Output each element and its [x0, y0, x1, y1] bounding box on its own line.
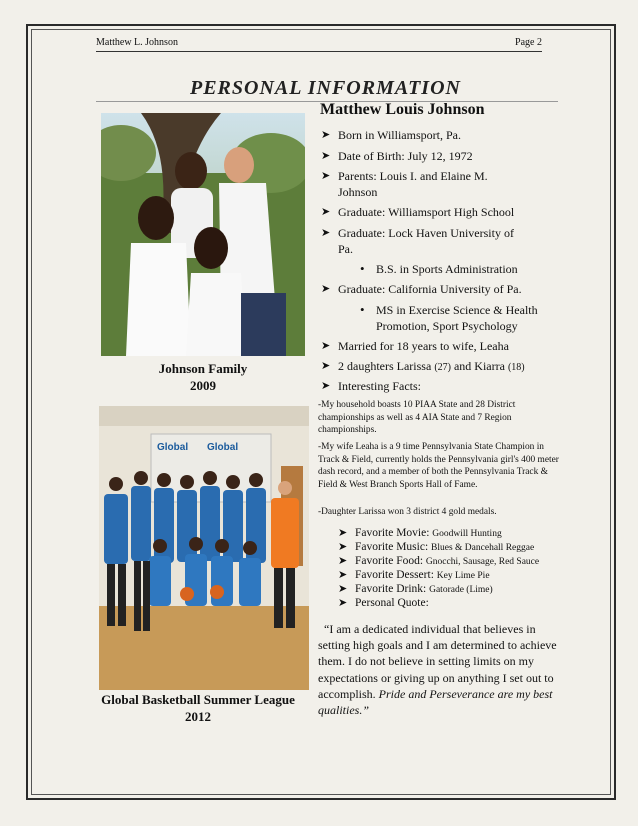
age-text: (18) [507, 362, 525, 373]
favorite-item [338, 568, 490, 583]
arrow-bullet-icon: ➤ [338, 583, 348, 595]
arrow-bullet-icon: ➤ [338, 541, 348, 553]
list-item [321, 225, 514, 257]
sub-list-item [360, 302, 538, 334]
arrow-bullet-icon: ➤ [321, 129, 331, 141]
list-item-text: Married for 18 years to wife, Leaha [338, 339, 509, 353]
page-title: PERSONAL INFORMATION [190, 77, 461, 99]
arrow-bullet-icon: ➤ [338, 555, 348, 567]
basketball-photo-caption [95, 691, 301, 725]
caption-line: Johnson Family [158, 361, 248, 376]
list-item-text: Date of Birth: July 12, 1972 [338, 149, 473, 163]
arrow-bullet-icon: ➤ [338, 527, 348, 539]
favorite-label: Favorite Food: [355, 555, 426, 567]
fact-paragraph: -My household boasts 10 PIAA State and 28 District championships as well as 4 AIA State and 7 Region championships. [318, 400, 516, 436]
list-item-text: Pa. [338, 242, 353, 256]
list-item-text: Graduate: Lock Haven University of [338, 226, 514, 240]
fact-paragraph: -Daughter Larissa won 3 district 4 gold medals. [318, 507, 497, 517]
favorite-value: Gnocchi, Sausage, Red Sauce [425, 557, 540, 567]
list-item [321, 378, 421, 394]
list-item-text: B.S. in Sports Administration [376, 262, 518, 276]
quote-text: “I am a dedicated individual that believes in setting high goals and I am determined to achieve them. I do not believe in setting limits on my expectations or giving up on anything I set out to accomplish. [318, 622, 557, 701]
caption-line: Global Basketball Summer League [101, 692, 295, 707]
list-item [321, 281, 522, 297]
age-text: (27) [434, 362, 451, 373]
list-item-text: 2 daughters Larissa [338, 359, 435, 373]
header-author: Matthew L. Johnson [96, 37, 178, 48]
sub-list-item [360, 261, 518, 277]
dot-bullet-icon: • [360, 261, 365, 276]
favorite-item [338, 596, 429, 610]
favorite-value: Goodwill Hunting [432, 529, 502, 539]
fact-paragraph: -My wife Leaha is a 9 time Pennsylvania State Champion in Track & Field, currently holds the Pennsylvania girl's 400 meter dash record, and a member of both the Pennsylvania Track & Field & West Branch Sports Hall of Fame. [318, 442, 559, 490]
arrow-bullet-icon: ➤ [321, 283, 331, 295]
list-item-text: and Kiarra [450, 359, 508, 373]
list-item [321, 204, 515, 220]
list-item-text: Graduate: Williamsport High School [338, 205, 515, 219]
profile-name: Matthew Louis Johnson [320, 101, 485, 118]
favorite-item [338, 540, 535, 555]
arrow-bullet-icon: ➤ [321, 380, 331, 392]
favorite-item [338, 526, 502, 541]
favorite-label: Favorite Movie: [355, 527, 433, 539]
list-item [321, 127, 461, 143]
dot-bullet-icon: • [360, 302, 365, 317]
list-item [321, 168, 488, 200]
favorite-item [338, 582, 493, 597]
caption-line: 2012 [185, 709, 211, 724]
favorite-value: Blues & Dancehall Reggae [431, 543, 535, 553]
favorite-label: Personal Quote: [355, 597, 429, 609]
favorite-item [338, 554, 540, 569]
header-page-number: Page 2 [515, 37, 542, 48]
list-item-text: Graduate: California University of Pa. [338, 282, 522, 296]
arrow-bullet-icon: ➤ [321, 150, 331, 162]
arrow-bullet-icon: ➤ [338, 569, 348, 581]
arrow-bullet-icon: ➤ [338, 597, 348, 609]
basketball-team-photo [99, 406, 309, 690]
arrow-bullet-icon: ➤ [321, 340, 331, 352]
arrow-bullet-icon: ➤ [321, 206, 331, 218]
caption-line: 2009 [190, 378, 216, 393]
list-item-text: Parents: Louis I. and Elaine M. [338, 169, 488, 183]
list-item [321, 338, 509, 354]
list-item-text: Interesting Facts: [338, 379, 421, 393]
arrow-bullet-icon: ➤ [321, 170, 331, 182]
page-header [96, 37, 542, 52]
list-item-text: Promotion, Sport Psychology [376, 319, 518, 333]
favorite-label: Favorite Drink: [355, 583, 430, 595]
banner-text: Global [157, 442, 189, 453]
list-item [321, 148, 473, 164]
list-item-text: Born in Williamsport, Pa. [338, 128, 461, 142]
list-item-text: Johnson [338, 185, 378, 199]
favorite-value: Gatorade (Lime) [429, 585, 493, 595]
arrow-bullet-icon: ➤ [321, 227, 331, 239]
quote-emphasis: Pride and Perseverance are my best qualities.” [318, 686, 553, 718]
favorite-value: Key Lime Pie [436, 571, 490, 581]
arrow-bullet-icon: ➤ [321, 360, 331, 372]
list-item [321, 358, 525, 376]
family-photo-caption [101, 360, 305, 394]
favorite-label: Favorite Music: [355, 541, 432, 553]
favorite-label: Favorite Dessert: [355, 569, 437, 581]
personal-quote [318, 621, 562, 718]
banner-text: Global [207, 442, 239, 453]
list-item-text: MS in Exercise Science & Health [376, 303, 538, 317]
family-photo [101, 113, 305, 356]
